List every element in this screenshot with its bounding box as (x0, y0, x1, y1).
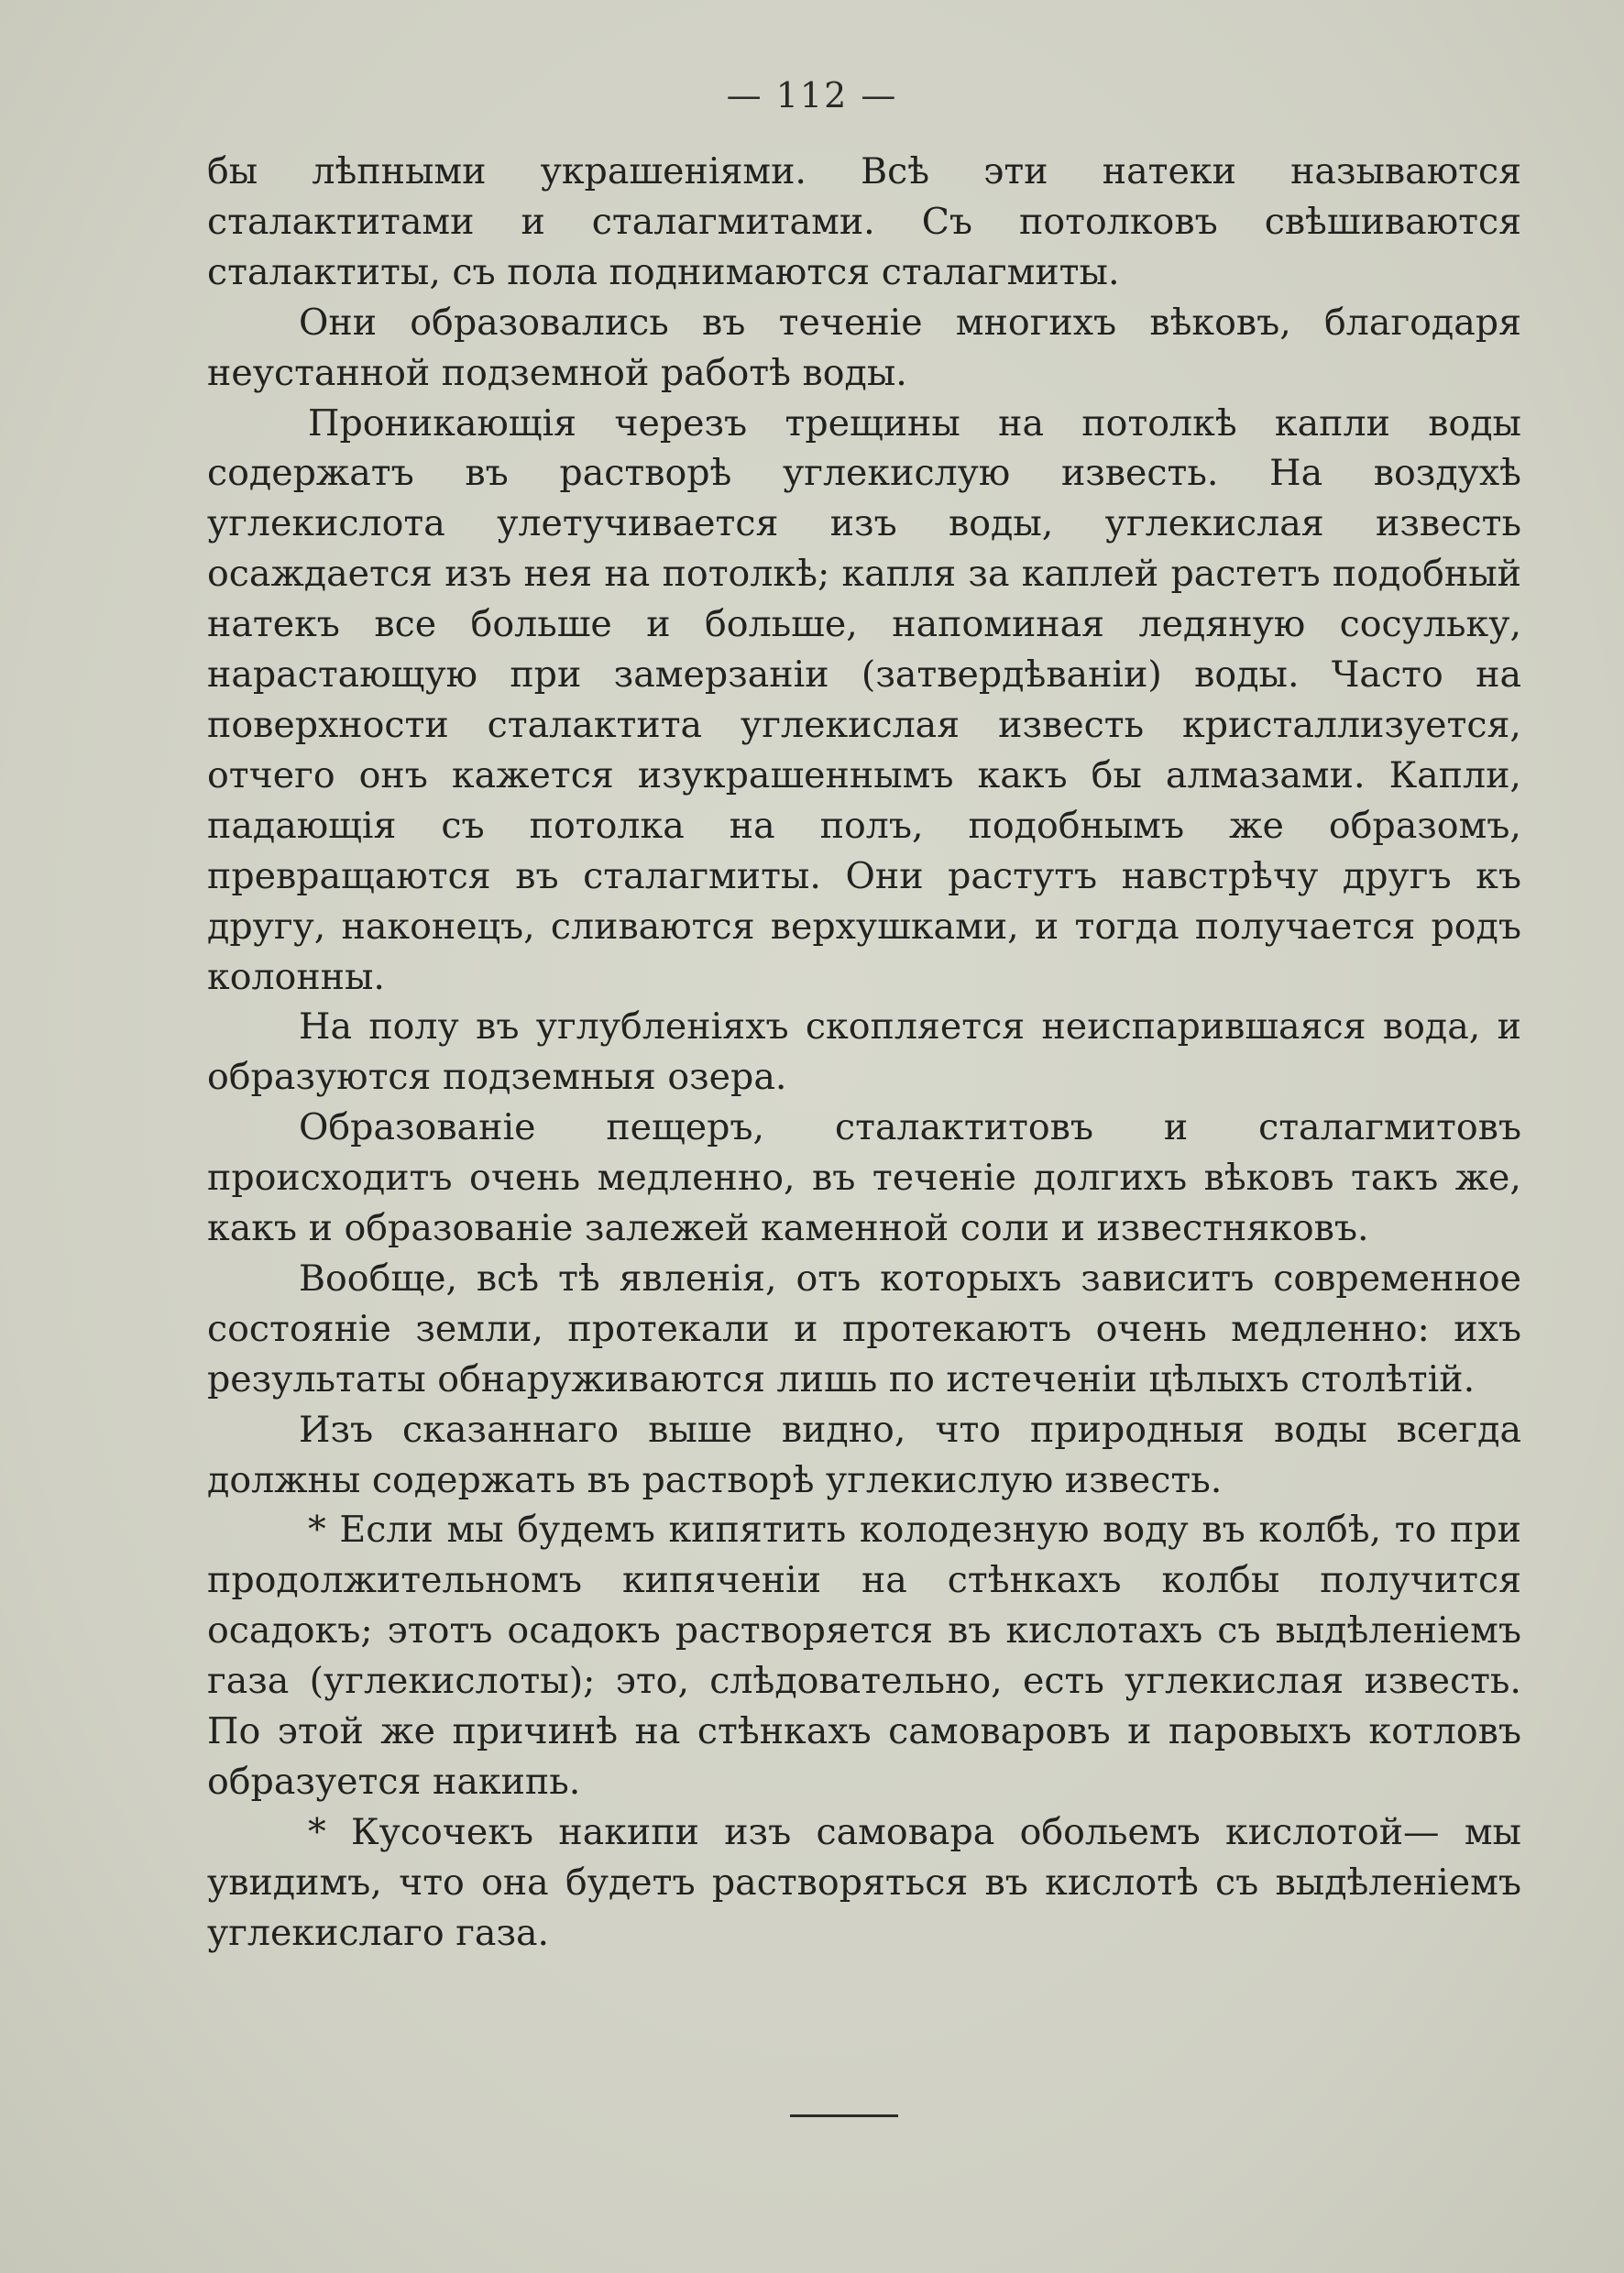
paragraph-scale-experiment: * Кусочекъ накипи изъ самовара обольемъ кислотой— мы увидимъ, что она будетъ растворяться въ кислотѣ съ выдѣленіемъ углекислаго газа. (207, 1810, 1521, 1954)
end-rule (790, 2114, 898, 2117)
paragraph-stalactites-definition: бы лѣпными украшеніями. Всѣ эти натеки называются сталактитами и сталагмитами. Съ потолковъ свѣшиваются сталактиты, съ пола поднимаются сталагмиты. (207, 150, 1521, 293)
paragraph-water-drops: Проникающія черезъ трещины на потолкѣ капли воды содержатъ въ растворѣ углекислую известь. На воздухѣ углекислота улетучивается изъ воды, углекислая известь осаждается изъ нея на потолкѣ; капля за каплей растетъ подобный натекъ все больше и больше, напоминая ледяную сосульку, нарастающую при замерзаніи (затвердѣваніи) воды. Часто на поверхности сталактита углекислая известь кристаллизуется, отчего онъ кажется изукрашеннымъ какъ бы алмазами. Капли, падающія съ потолка на полъ, подобнымъ же образомъ, превращаются въ сталагмиты. Они растутъ навстрѣчу другъ къ другу, наконецъ, сливаются верхушками, и тогда получается родъ колонны. (207, 401, 1521, 998)
paragraph-natural-waters: Изъ сказаннаго выше видно, что природныя воды всегда должны содержать въ растворѣ углекислую известь. (207, 1408, 1521, 1501)
paragraph-formation: Они образовались въ теченіе многихъ вѣковъ, благодаря неустанной подземной работѣ воды. (207, 301, 1521, 394)
paragraph-slow-phenomena: Вообще, всѣ тѣ явленія, отъ которыхъ зависитъ современное состояніе земли, протекали и протекаютъ очень медленно: ихъ результаты обнаруживаются лишь по истеченіи цѣлыхъ столѣтій. (207, 1257, 1521, 1400)
paragraph-caves-formation: Образованіе пещеръ, сталактитовъ и сталагмитовъ происходитъ очень медленно, въ теченіе долгихъ вѣковъ такъ же, какъ и образованіе залежей каменной соли и известняковъ. (207, 1106, 1521, 1250)
page-number: — 112 — (726, 75, 898, 115)
paragraph-boiling-experiment: * Если мы будемъ кипятить колодезную воду въ колбѣ, то при продолжительномъ кипяченіи на стѣнкахъ колбы получится осадокъ; этотъ осадокъ растворяется въ кислотахъ съ выдѣленіемъ газа (углекислоты); это, слѣдовательно, есть углекислая известь. По этой же причинѣ на стѣнкахъ самоваровъ и паровыхъ котловъ образуется накипь. (207, 1509, 1521, 1803)
body-text (207, 147, 1521, 1959)
paragraph-underground-lakes: На полу въ углубленіяхъ скопляется неиспарившаяся вода, и образуются подземныя озера. (207, 1005, 1521, 1099)
